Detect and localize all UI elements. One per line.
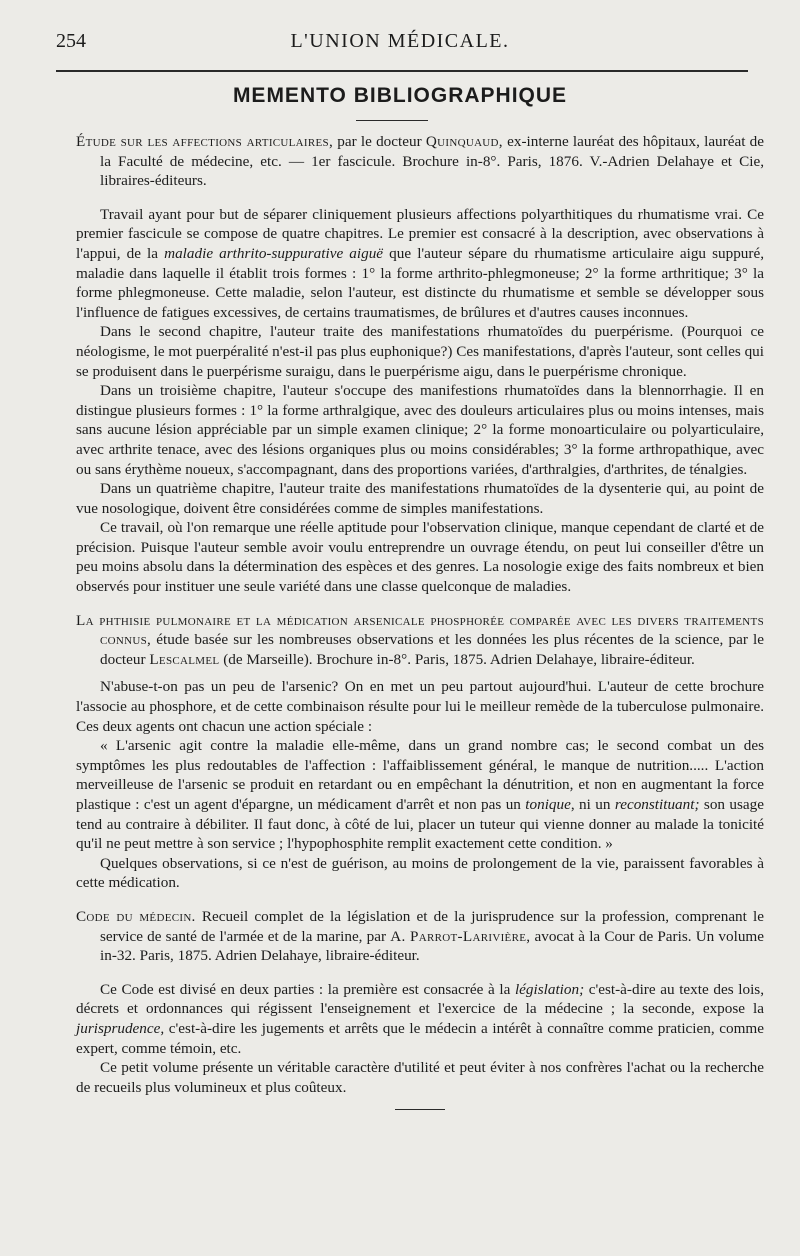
review-paragraph: Dans un troisième chapitre, l'auteur s'occupe des manifestions rhumatoïdes dans la blennorrhagie. Il en distingue plusieurs formes : 1° la forme arthralgique, avec des douleurs articulaires plus ou moins intenses, mais sans aucune lésion appréciable par un simple examen clinique; 2° la forme monoarticulaire ou polyarticulaire, avec arthrite tenace, avec des lésions organiques plus ou moins considérables; 3° la forme arthropathique, avec ou sans érythème noueux, s'accompagnant, dans des proportions variées, d'arthralgies, d'arthrites, de ténalgies.: [76, 382, 764, 478]
entry-title: La phthisie pulmonaire et la médication arsenicale phosphorée comparée avec les divers traitements connus,: [76, 611, 764, 649]
review-quote: [76, 736, 764, 854]
text-run: c'est-à-dire les jugements et arrêts que le médecin a intérêt à connaître comme praticien, comme expert, comme témoin, etc.: [76, 1019, 764, 1057]
entry-details: (de Marseille). Brochure in-8°. Paris, 1875. Adrien Delahaye, libraire-éditeur.: [219, 650, 695, 668]
entry-title: Étude sur les affections articulaires,: [76, 133, 334, 150]
entry-author: A. Parrot-Larivière,: [390, 927, 531, 945]
entry-author-intro: par le docteur: [333, 133, 426, 150]
review-paragraph: Quelques observations, si ce n'est de guérison, au moins de prolongement de la vie, paraissent favorables à cette médication.: [76, 854, 764, 892]
section-title: MEMENTO BIBLIOGRAPHIQUE: [232, 84, 568, 107]
entry-author: Quinquaud,: [425, 133, 503, 150]
article-content: [76, 132, 764, 1110]
text-run: c'est-à-dire au texte des lois, décrets et ordonnances qui régissent l'enseignement et l'exercice de la médecine ; la seconde, expose la: [76, 980, 764, 1018]
journal-title: L'UNION MÉDICALE.: [290, 30, 510, 52]
text-run: Travail ayant pour but de séparer cliniquement plusieurs affections polyarthitiques du rhumatisme vrai. Ce premier fascicule se compose de quatre chapitres. Le premier est consacré à la description, avec observations à l'appui, de la: [76, 205, 764, 262]
entry-details: avocat à la Cour de Paris. Un volume in-32. Paris, 1875. Adrien Delahaye, libraire-éditeur.: [100, 927, 764, 965]
text-run: Ce Code est divisé en deux parties : la première est consacrée à la: [100, 980, 515, 998]
entry-author-intro: étude basée sur les nombreuses observations et les données les plus récentes de la science, par le docteur: [100, 631, 764, 668]
italic-term: législation;: [514, 980, 585, 998]
review-paragraph: [76, 205, 764, 323]
text-run: « L'arsenic agit contre la maladie elle-même, dans un grand nombre cas; le second combat un des symptômes les plus redoutables de l'affection : l'affaiblissement général, le manque de nutrition..... L'action merveilleuse de l'arsenic se produit en retardant ou en empêchant la dénutrition, et non en augmentant la force plastique : c'est un agent d'épargne, un médicament d'arrêt et non pas un: [76, 737, 764, 813]
entry-author: Lescalmel: [149, 650, 220, 668]
text-run: , ni un: [570, 796, 615, 813]
header-rule: [56, 70, 748, 72]
review-paragraph: Ce travail, où l'on remarque une réelle aptitude pour l'observation clinique, manque cependant de clarté et de précision. Puisque l'auteur semble avoir voulu entreprendre un ouvrage étendu, on peut lui conseiller d'être un peu moins absolu dans la détermination des espèces et des genres. La nosologie exige des faits nombreux et bien observés pour instituer une seule variété dans une classe quelconque de maladies.: [76, 519, 764, 596]
review-paragraph: Ce petit volume présente un véritable caractère d'utilité et peut éviter à nos confrères l'achat ou la recherche de recueils plus volumineux et plus coûteux.: [76, 1059, 764, 1096]
entry-details-intro: Recueil complet de la législation et de la jurisprudence sur la profession, comprenant le service de santé de l'armée et de la marine, par: [100, 907, 764, 945]
entry-title: Code du médecin.: [76, 907, 196, 925]
text-run: que l'auteur sépare du rhumatisme articulaire aigu suppuré, maladie dans laquelle il établit trois formes : 1° la forme arthrito-phlegmoneuse; 2° la forme arthritique; 3° la forme phlegmoneuse. Cette maladie, selon l'auteur, est distincte du rhumatisme et semble se développer sous l'influence de fatigues excessives, de certains traumatismes, de brûlures et d'autres causes inconnues.: [76, 244, 764, 321]
review-paragraph: Dans un quatrième chapitre, l'auteur traite des manifestations rhumatoïdes de la dysenterie qui, au point de vue nosologique, doivent être considérées comme de simples manifestations.: [76, 480, 764, 517]
entry-heading: [76, 611, 764, 670]
title-rule: [356, 120, 428, 121]
entry-heading: [76, 132, 764, 191]
closing-rule: [395, 1109, 445, 1110]
italic-term: reconstituant;: [614, 796, 700, 813]
entry-details: ex-interne lauréat des hôpitaux, lauréat de la Faculté de médecine, etc. — 1er fascicule. Brochure in-8°. Paris, 1876. V.-Adrien Delahaye et Cie, libraires-éditeurs.: [100, 133, 764, 190]
running-header: [56, 30, 744, 60]
italic-term: jurisprudence,: [76, 1019, 165, 1037]
page-number: 254: [56, 30, 86, 52]
review-paragraph: N'abuse-t-on pas un peu de l'arsenic? On en met un peu partout aujourd'hui. L'auteur de cette brochure l'associe au phosphore, et de cette combinaison résulte pour lui le meilleur remède de la tuberculose pulmonaire. Ces deux agents ont chacun une action spéciale :: [76, 678, 764, 735]
text-run: son usage tend au contraire à débiliter. Il faut donc, à côté de lui, placer un tuteur qui vienne donner au malade la tonicité qu'il ne peut mettre à son service ; l'hypophosphite remplit exactement cette condition. »: [76, 796, 764, 853]
italic-term: tonique: [525, 796, 571, 813]
entry-heading: [76, 907, 764, 966]
review-paragraph: [76, 980, 764, 1058]
review-paragraph: Dans le second chapitre, l'auteur traite des manifestations rhumatoïdes du puerpérisme. (Pourquoi ce néologisme, le mot puerpéralité n'est-il pas plus euphonique?) Ces manifestations, d'après l'auteur, sont celles qui se produisent dans le puerpérisme suraigu, dans le puerpérisme aigu, dans le puerpérisme chronique.: [76, 323, 764, 380]
italic-term: maladie arthrito-suppurative aiguë: [164, 244, 384, 262]
